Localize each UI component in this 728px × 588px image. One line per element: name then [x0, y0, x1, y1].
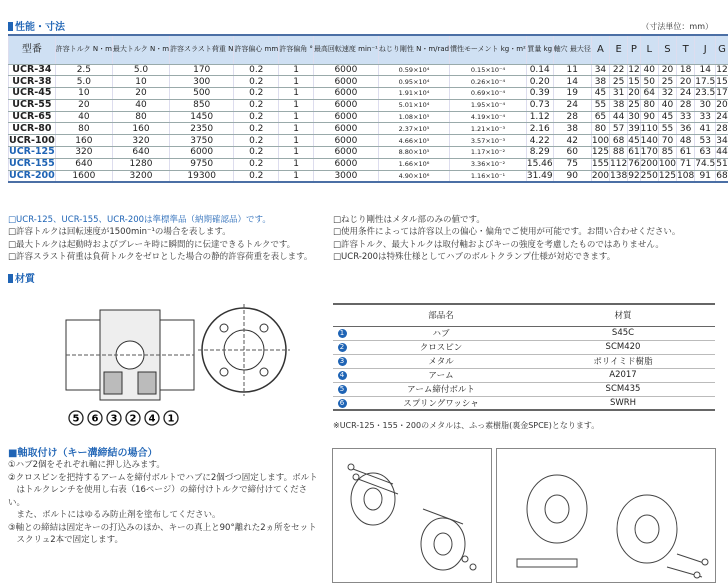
spec-cell: 80	[55, 123, 112, 135]
spec-cell: 10	[55, 88, 112, 100]
spec-cell: 1.08×10⁵	[378, 111, 449, 123]
spec-cell: 1.17×10⁻²	[450, 147, 527, 159]
spec-header-cell: S	[658, 35, 676, 64]
spec-cell: 1	[279, 99, 314, 111]
spec-cell: 17	[716, 88, 728, 99]
spec-cell: 5.0	[55, 76, 112, 88]
mat-header-material: 材質	[531, 304, 715, 326]
spec-cell: 38	[610, 99, 628, 111]
spec-cell: 2.16	[526, 123, 553, 135]
spec-cell: 320	[55, 147, 112, 159]
spec-cell: 100	[658, 159, 677, 170]
install-step: ②クロスピンを把持するアームを締付ボルトでハブに2個づつ固定します。ボルト	[8, 472, 318, 483]
spec-cell: 125	[591, 147, 610, 158]
spec-cell: 19300	[170, 170, 234, 182]
material-cell: SCM420	[531, 340, 715, 354]
callout-label: 6	[91, 413, 99, 425]
spec-cell: 30	[628, 112, 640, 123]
spec-header-cell: 慣性モーメント kg・m²	[450, 35, 527, 64]
spec-cell: 8.80×10⁵	[378, 147, 449, 159]
spec-cell: 1600	[55, 170, 112, 182]
part-number-badge: 3	[338, 357, 347, 366]
spec-cell: 51	[716, 159, 728, 170]
spec-header-cell: 許容偏角 °	[279, 35, 314, 64]
spec-cell: 57	[610, 123, 628, 135]
spec-cell: 0.2	[234, 64, 279, 76]
spec-cell: 0.2	[234, 76, 279, 88]
spec-cell: 42	[553, 135, 591, 147]
model-cell: UCR-100	[9, 134, 55, 146]
spec-cell: 36	[677, 123, 695, 135]
spec-row	[9, 64, 728, 76]
notes-left	[8, 214, 312, 263]
install-step: はトルクレンチを使用し右表（16ページ）の締付けトルクで締付けてください。	[8, 485, 308, 508]
spec-header-cell: E	[610, 35, 628, 64]
spec-cell: 1	[279, 88, 314, 100]
spec-header-cell: 質量 kg	[526, 35, 553, 64]
spec-cell: 6000	[313, 147, 378, 159]
spec-cell: 71	[677, 158, 695, 170]
spec-header-cell: P	[628, 35, 640, 64]
spec-cell: 28	[716, 123, 728, 134]
spec-cell: 1.95×10⁻⁴	[450, 99, 527, 111]
spec-cell: 19	[553, 88, 591, 100]
spec-cell: 45	[628, 135, 640, 146]
spec-cell: 74.5	[695, 159, 716, 170]
part-number-cell	[333, 396, 351, 410]
install-figure-left	[332, 448, 492, 583]
spec-cell: 1.16×10⁻¹	[450, 170, 527, 182]
part-number-badge: 4	[338, 371, 347, 380]
spec-cell: 200	[591, 170, 610, 181]
model-cell: UCR-200	[9, 169, 55, 181]
spec-header-cell: T	[677, 35, 695, 64]
material-section-title: 材質	[8, 270, 35, 285]
spec-cell: 108	[677, 170, 695, 181]
coupling-front-drawing	[196, 302, 292, 398]
spec-cell: 80	[640, 99, 658, 111]
spec-cell: 40	[658, 99, 676, 111]
spec-cell: 0.59×10⁴	[378, 64, 449, 76]
spec-cell: 31.49	[526, 170, 553, 181]
spec-cell: 20	[677, 76, 695, 88]
spec-cell: 5.01×10⁴	[378, 99, 449, 111]
spec-cell: 14	[695, 64, 716, 76]
spec-cell: 90	[553, 170, 591, 182]
spec-cell: 0.95×10⁴	[378, 76, 449, 88]
spec-cell: 20	[112, 88, 169, 100]
spec-cell: 40	[640, 64, 658, 76]
spec-cell: 0.39	[526, 88, 553, 100]
spec-cell: 0.15×10⁻⁴	[450, 64, 527, 76]
part-number-badge: 1	[338, 329, 347, 338]
spec-cell: 34	[716, 135, 728, 146]
spec-cell: 24	[716, 112, 728, 123]
spec-cell: 0.2	[234, 111, 279, 123]
spec-cell: 80	[112, 111, 169, 123]
spec-cell: 6000	[313, 158, 378, 170]
spec-cell: 6000	[313, 135, 378, 147]
part-name-cell: メタル	[351, 354, 531, 368]
install-instructions	[8, 459, 318, 547]
spec-cell: 170	[170, 64, 234, 76]
part-name-cell: クロスピン	[351, 340, 531, 354]
unit-note: （寸法単位：mm）	[641, 22, 713, 31]
install-section-title: ■軸取付け（キー溝締結の場合）	[8, 448, 158, 459]
assembly-view-drawing	[497, 449, 715, 582]
spec-cell: 2.37×10⁵	[378, 123, 449, 135]
spec-cell: 18	[677, 64, 695, 76]
spec-cell: 15	[628, 76, 640, 87]
part-number-cell	[333, 340, 351, 354]
spec-cell: 15.46	[526, 159, 553, 170]
material-cell: S45C	[531, 326, 715, 340]
spec-cell: 0.2	[234, 158, 279, 170]
spec-row	[9, 111, 728, 123]
spec-cell: 30	[695, 99, 716, 111]
spec-cell: 300	[170, 76, 234, 88]
spec-cell: 61	[677, 147, 695, 159]
spec-cell: 85	[658, 147, 676, 159]
spec-cell: 12	[628, 64, 640, 75]
part-number-cell	[333, 382, 351, 396]
spec-header-cell: 許容スラスト荷重 N	[170, 35, 234, 64]
spec-cell: 55	[658, 123, 676, 135]
spec-row	[9, 158, 728, 170]
notes-right	[333, 214, 680, 263]
material-row	[333, 340, 715, 354]
spec-cell: 38	[591, 76, 609, 88]
spec-cell: 160	[55, 135, 112, 147]
spec-cell: 4.22	[526, 135, 553, 147]
install-step: ③軸との締結は固定キーの打込みのほか、キーの真上と90°離れた2ヵ所をセット	[8, 522, 317, 533]
material-row	[333, 368, 715, 382]
spec-cell: 640	[55, 158, 112, 170]
spec-cell: 88	[610, 147, 628, 159]
part-number-cell	[333, 368, 351, 382]
spec-cell: 320	[112, 135, 169, 147]
material-cell: SCM435	[531, 382, 715, 396]
spec-cell: 3200	[112, 170, 169, 182]
spec-cell: 25	[610, 76, 628, 88]
spec-cell: 0.73	[526, 99, 553, 111]
spec-cell: 91	[695, 170, 716, 182]
spec-cell: 1.66×10⁶	[378, 158, 449, 170]
spec-cell: 44	[610, 111, 628, 123]
callout-label: 1	[167, 413, 175, 425]
spec-cell: 1	[279, 135, 314, 147]
spec-cell: 24	[677, 88, 695, 100]
spec-row	[9, 88, 728, 100]
note-item: □許容トルク、最大トルクは取付軸およびキーの強度を考慮したものではありません。	[333, 239, 664, 250]
material-cell: ポリイミド樹脂	[531, 354, 715, 368]
spec-section-title: 性能・寸法	[8, 18, 65, 33]
spec-cell: 3000	[313, 170, 378, 182]
spec-cell: 0.2	[234, 123, 279, 135]
spec-cell: 0.14	[526, 64, 553, 76]
spec-cell: 10	[112, 76, 169, 88]
spec-cell: 160	[112, 123, 169, 135]
install-figure-right	[496, 448, 716, 583]
spec-cell: 640	[112, 147, 169, 159]
material-cell: SWRH	[531, 396, 715, 410]
coupling-section-drawing	[60, 300, 200, 428]
spec-cell: 44	[716, 147, 728, 158]
spec-cell: 4.90×10⁶	[378, 170, 449, 182]
spec-cell: 1450	[170, 111, 234, 123]
spec-cell: 125	[658, 170, 677, 181]
spec-cell: 48	[677, 135, 695, 147]
spec-cell: 31	[610, 88, 628, 100]
spec-header-cell: L	[640, 35, 658, 64]
spec-cell: 45	[591, 88, 609, 100]
install-step: また、ボルトにはゆるみ防止剤を塗布してください。	[8, 510, 221, 520]
spec-cell: 41	[695, 123, 716, 135]
spec-cell: 53	[695, 135, 716, 147]
part-name-cell: アーム	[351, 368, 531, 382]
spec-cell: 1	[279, 64, 314, 76]
part-number-badge: 2	[338, 343, 347, 352]
spec-cell: 20	[55, 99, 112, 111]
spec-cell: 38	[553, 123, 591, 135]
spec-header-row	[9, 35, 728, 64]
material-row	[333, 354, 715, 368]
material-table	[333, 303, 715, 411]
model-cell: UCR-45	[9, 88, 56, 100]
spec-cell: 0.26×10⁻⁴	[450, 76, 527, 88]
material-row	[333, 382, 715, 396]
spec-cell: 2.5	[55, 64, 112, 76]
spec-header-cell: 型番	[9, 35, 56, 64]
part-name-cell: アーム締付ボルト	[351, 382, 531, 396]
spec-cell: 140	[640, 135, 658, 146]
part-number-cell	[333, 354, 351, 368]
spec-cell: 76	[628, 159, 640, 170]
spec-cell: 60	[553, 147, 591, 159]
part-name-cell: ハブ	[351, 326, 531, 340]
callout-label: 5	[72, 413, 80, 425]
spec-cell: 24	[553, 99, 591, 111]
spec-row	[9, 170, 728, 182]
spec-cell: 3.57×10⁻³	[450, 135, 527, 147]
install-step: スクリュ2本で固定します。	[8, 535, 123, 545]
spec-cell: 40	[55, 111, 112, 123]
spec-cell: 3.36×10⁻²	[450, 158, 527, 170]
spec-cell: 20	[716, 100, 728, 111]
note-item: □使用条件によっては許容以上の偏心・偏角でご使用が可能です。お問い合わせください。	[333, 227, 681, 238]
exploded-view-drawing	[333, 449, 491, 582]
spec-cell: 2350	[170, 123, 234, 135]
spec-cell: 9750	[170, 158, 234, 170]
spec-cell: 1	[279, 123, 314, 135]
spec-cell: 0.69×10⁻⁴	[450, 88, 527, 100]
model-cell: UCR-65	[9, 111, 56, 123]
spec-cell: 0.2	[234, 99, 279, 111]
spec-row	[9, 99, 728, 111]
spec-cell: 0.2	[234, 135, 279, 147]
note-item: □UCR-200は特殊仕様としてハブのボルトクランプ仕様が対応できます。	[333, 251, 616, 262]
spec-cell: 23.5	[695, 88, 716, 99]
spec-cell: 32	[658, 88, 676, 100]
spec-cell: 64	[640, 88, 658, 100]
mat-header-part: 部品名	[351, 304, 531, 326]
spec-cell: 4.19×10⁻⁴	[450, 111, 527, 123]
spec-cell: 6000	[313, 64, 378, 76]
model-cell: UCR-155	[9, 158, 55, 170]
spec-cell: 14	[553, 76, 591, 88]
spec-cell: 500	[170, 88, 234, 100]
model-cell: UCR-55	[9, 99, 56, 111]
model-cell: UCR-80	[9, 123, 56, 135]
spec-cell: 50	[640, 76, 658, 88]
part-number-badge: 6	[338, 399, 347, 408]
spec-cell: 155	[591, 159, 610, 170]
note-item: □許容トルクは回転速度が1500min⁻¹の場合を表します。	[8, 227, 231, 238]
model-cell: UCR-125	[9, 146, 55, 158]
spec-cell: 1	[279, 158, 314, 170]
spec-row	[9, 123, 728, 135]
model-cell: UCR-34	[9, 64, 56, 76]
spec-row	[9, 147, 728, 159]
spec-header-cell: 許容偏心 mm	[234, 35, 279, 64]
spec-cell: 1280	[112, 158, 169, 170]
spec-cell: 0.2	[234, 170, 279, 182]
spec-cell: 1.21×10⁻³	[450, 123, 527, 135]
spec-cell: 68	[610, 135, 628, 147]
spec-cell: 68	[716, 170, 728, 181]
spec-header-cell: 最大トルク N・m	[112, 35, 169, 64]
callout-label: 2	[129, 413, 137, 425]
spec-cell: 112	[610, 159, 628, 170]
spec-header-cell: 許容トルク N・m	[55, 35, 112, 64]
spec-cell: 25	[658, 76, 676, 88]
spec-cell: 33	[695, 111, 716, 123]
spec-cell: 1	[279, 111, 314, 123]
spec-cell: 70	[658, 135, 676, 147]
spec-cell: 138	[610, 170, 628, 181]
spec-cell: 6000	[313, 111, 378, 123]
spec-cell: 4.66×10⁵	[378, 135, 449, 147]
spec-cell: 25	[628, 100, 640, 111]
spec-cell: 6000	[313, 123, 378, 135]
spec-cell: 39	[628, 123, 640, 134]
callout-label: 3	[110, 413, 118, 425]
spec-cell: 1	[279, 147, 314, 159]
model-cell: UCR-38	[9, 76, 56, 88]
material-note: ※UCR-125・155・200のメタルは、ふっ素樹脂(裏金SPCE)となります。	[333, 421, 600, 430]
spec-cell: 3750	[170, 135, 234, 147]
spec-cell: 110	[640, 123, 658, 134]
spec-cell: 6000	[313, 76, 378, 88]
spec-cell: 33	[677, 111, 695, 123]
note-item: □許容スラスト荷重は負荷トルクをゼロとした場合の静的許容荷重を表します。	[8, 251, 313, 262]
spec-cell: 90	[640, 111, 658, 123]
install-step: ①ハブ2個をそれぞれ軸に押し込みます。	[8, 460, 165, 470]
spec-cell: 6000	[313, 88, 378, 100]
spec-cell: 55	[591, 99, 609, 111]
spec-cell: 63	[695, 147, 716, 159]
spec-cell: 20	[628, 88, 640, 99]
spec-cell: 1	[279, 76, 314, 88]
spec-header-cell: A	[591, 35, 609, 64]
material-cell: A2017	[531, 368, 715, 382]
spec-cell: 28	[553, 111, 591, 123]
callout-label: 4	[148, 413, 156, 425]
spec-cell: 28	[677, 99, 695, 111]
spec-cell: 22	[610, 64, 628, 76]
spec-cell: 1	[279, 170, 314, 182]
spec-header-cell: 軸穴 最大径	[553, 35, 591, 64]
spec-row	[9, 135, 728, 147]
note-item: □UCR-125、UCR-155、UCR-200は準標準品（納期確認品）です。	[8, 215, 271, 225]
spec-cell: 8.29	[526, 147, 553, 159]
part-number-badge: 5	[338, 385, 347, 394]
spec-cell: 0.20	[526, 76, 553, 88]
spec-cell: 250	[640, 170, 658, 181]
part-name-cell: スプリングワッシャ	[351, 396, 531, 410]
spec-cell: 80	[591, 123, 609, 135]
spec-cell: 200	[640, 159, 658, 170]
spec-cell: 6000	[170, 147, 234, 159]
spec-header-cell: G	[716, 35, 728, 64]
spec-cell: 75	[553, 158, 591, 170]
spec-cell: 11	[553, 64, 591, 76]
spec-cell: 170	[640, 147, 658, 158]
spec-cell: 0.2	[234, 88, 279, 100]
spec-cell: 40	[112, 99, 169, 111]
spec-cell: 17.5	[695, 76, 716, 87]
spec-cell: 61	[628, 147, 640, 158]
spec-header-cell: J	[695, 35, 716, 64]
spec-cell: 100	[591, 135, 610, 146]
spec-cell: 15	[716, 76, 728, 87]
part-number-cell	[333, 326, 351, 340]
spec-cell: 1.91×10⁴	[378, 88, 449, 100]
spec-cell: 850	[170, 99, 234, 111]
spec-cell: 1.12	[526, 111, 553, 123]
note-item: □ねじり剛性はメタル部のみの値です。	[333, 215, 485, 225]
material-row	[333, 326, 715, 340]
spec-cell: 45	[658, 111, 676, 123]
spec-cell: 12	[716, 64, 728, 75]
spec-row	[9, 76, 728, 88]
spec-cell: 20	[658, 64, 676, 76]
spec-cell: 65	[591, 111, 609, 123]
material-row	[333, 396, 715, 410]
spec-cell: 0.2	[234, 147, 279, 159]
spec-cell: 34	[591, 64, 609, 76]
note-item: □最大トルクは起動時およびブレーキ時に瞬間的に伝達できるトルクです。	[8, 239, 296, 250]
spec-header-cell: 最高回転速度 min⁻¹	[313, 35, 378, 64]
spec-cell: 5.0	[112, 64, 169, 76]
spec-cell: 92	[628, 170, 640, 181]
spec-cell: 6000	[313, 99, 378, 111]
spec-table	[8, 34, 728, 183]
spec-header-cell: ねじり剛性 N・m/rad	[378, 35, 449, 64]
